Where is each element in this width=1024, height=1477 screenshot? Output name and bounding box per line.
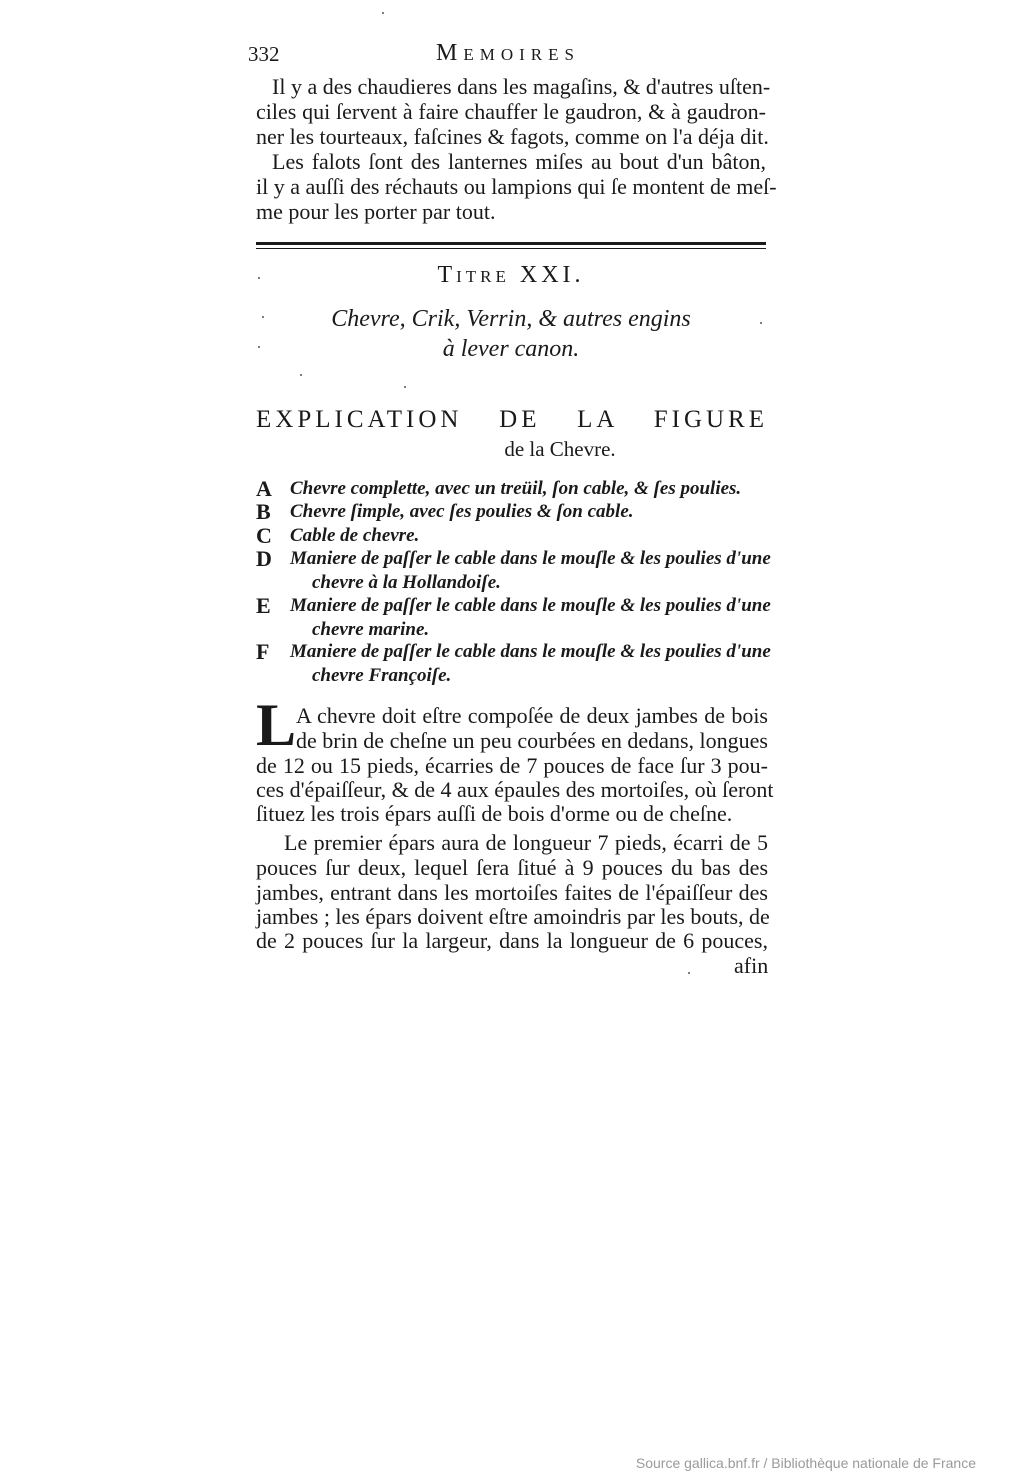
intro-line: Les falots ſont des lanternes miſes au bout d'un bâton, [272, 149, 766, 174]
body-line: de brin de cheſne un peu courbées en dedans, longues [296, 728, 768, 753]
explication-heading: EXPLICATION DE LA FIGURE [256, 406, 768, 433]
source-attribution: Source gallica.bnf.fr / Bibliothèque nationale de France [635, 1455, 976, 1471]
legend-letter: A [256, 476, 272, 501]
legend-letter: F [256, 639, 270, 664]
intro-line: il y a auſſi des réchauts ou lampions qui ſe montent de meſ- [256, 174, 777, 199]
speckle [760, 322, 762, 324]
legend-text-continued: chevre Françoiſe. [312, 665, 452, 686]
intro-line: me pour les porter par tout. [256, 199, 496, 224]
body-line: de 12 ou 15 pieds, écarries de 7 pouces de face ſur 3 pou- [256, 753, 768, 778]
running-head: Memoires [436, 40, 580, 66]
body-line: A chevre doit eſtre compoſée de deux jambes de bois [296, 703, 768, 728]
intro-line: ner les tourteaux, faſcines & fagots, comme on l'a déja dit. [256, 124, 769, 149]
intro-line: Il y a des chaudieres dans les magaſins, & d'autres uſten- [272, 74, 771, 99]
legend-text: Cable de chevre. [290, 525, 420, 546]
page-number: 332 [248, 42, 280, 66]
drop-cap: L [256, 692, 297, 758]
legend-text: Maniere de paſſer le cable dans le mouſle & les poulies d'une [290, 548, 771, 569]
legend-item [256, 640, 776, 688]
legend-text-continued: chevre marine. [312, 619, 430, 640]
speckle [258, 277, 260, 279]
body-line: Le premier épars aura de longueur 7 pieds, écarri de 5 [284, 830, 768, 855]
speckle [300, 374, 302, 376]
section-rule-thin [256, 248, 766, 249]
body-line: jambes ; les épars doivent eſtre amoindris par les bouts, de [256, 904, 770, 929]
section-subtitle-line1: Chevre, Crik, Verrin, & autres engins [331, 306, 691, 332]
legend-letter: E [256, 593, 271, 618]
legend-text: Chevre ſimple, avec ſes poulies & ſon cable. [290, 501, 634, 522]
legend-item [256, 500, 776, 526]
legend-item [256, 594, 776, 642]
section-rule [256, 242, 766, 245]
speckle [688, 972, 690, 974]
legend-letter: D [256, 546, 272, 571]
speckle [258, 346, 260, 348]
speckle [262, 316, 264, 318]
legend-text: Chevre complette, avec un treüil, ſon cable, & ſes poulies. [290, 478, 742, 499]
section-title: Titre XXI. [437, 262, 585, 288]
legend-text: Maniere de paſſer le cable dans le mouſle & les poulies d'une [290, 595, 771, 616]
body-line: ſituez les trois épars auſſi de bois d'orme ou de cheſne. [256, 801, 733, 826]
speckle [404, 386, 406, 388]
legend-letter: C [256, 523, 272, 548]
section-subtitle-line2: à lever canon. [442, 336, 580, 362]
legend-item [256, 547, 776, 595]
body-line: de 2 pouces ſur la largeur, dans la longueur de 6 pouces, [256, 928, 768, 953]
legend-text: Maniere de paſſer le cable dans le mouſle & les poulies d'une [290, 641, 771, 662]
explication-subheading: de la Chevre. [504, 437, 616, 461]
page-header [248, 42, 768, 70]
catchword: afin [734, 953, 769, 978]
body-line: ces d'épaiſſeur, & de 4 aux épaules des mortoiſes, où ſeront [256, 777, 774, 802]
legend-letter: B [256, 499, 271, 524]
legend-text-continued: chevre à la Hollandoiſe. [312, 572, 501, 593]
intro-line: ciles qui ſervent à faire chauffer le gaudron, & à gaudron- [256, 99, 766, 124]
speckle [382, 12, 384, 14]
body-line: pouces ſur deux, lequel ſera ſitué à 9 pouces du bas des [256, 855, 768, 880]
body-line: jambes, entrant dans les mortoiſes faites de l'épaiſſeur des [256, 880, 768, 905]
